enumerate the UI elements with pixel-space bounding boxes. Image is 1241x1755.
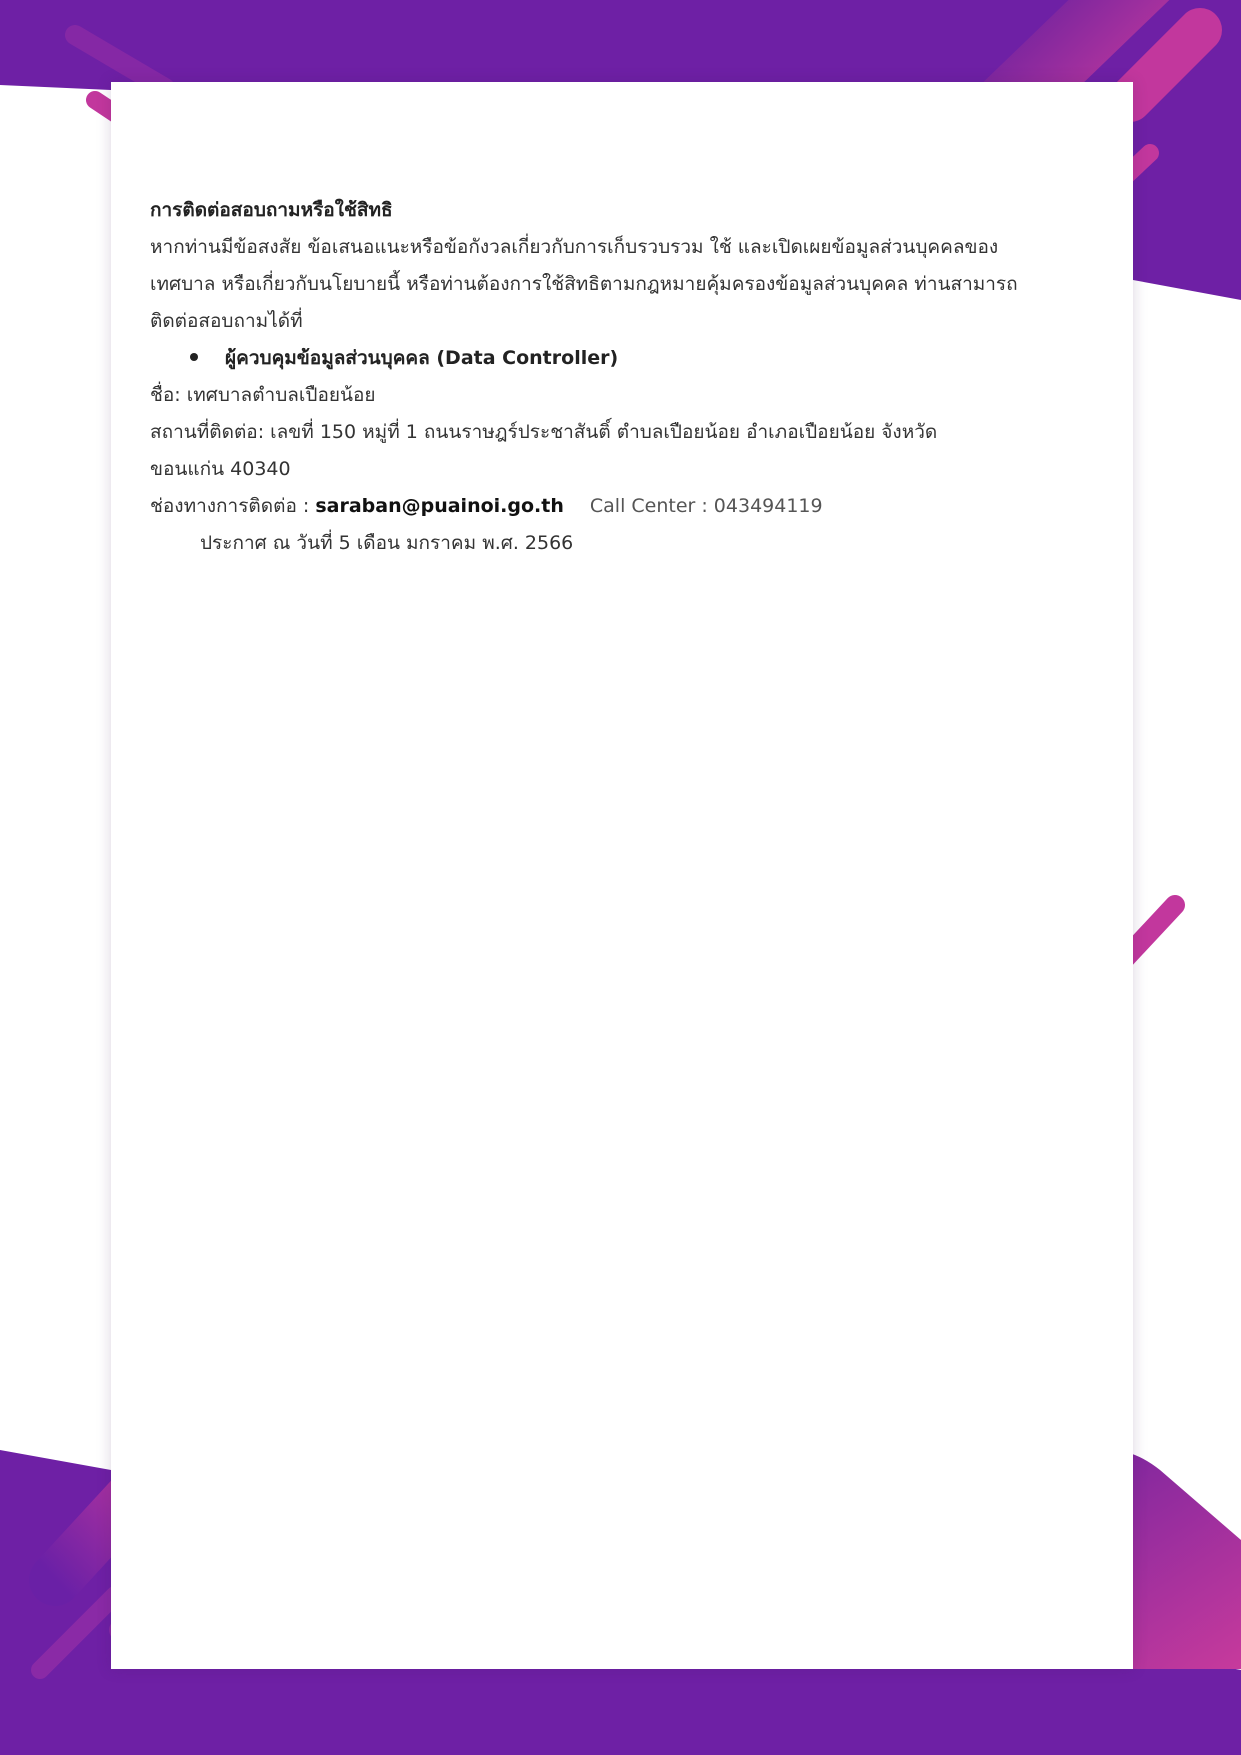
bullet-item bbox=[150, 340, 1090, 377]
document-content bbox=[150, 192, 1090, 562]
name-line: ชื่อ: เทศบาลตำบลเปือยน้อย bbox=[150, 384, 376, 406]
contact-label: ช่องทางการติดต่อ : bbox=[150, 495, 316, 517]
paragraph-line: หากท่านมีข้อสงสัย ข้อเสนอแนะหรือข้อกังวลเกี่ยวกับการเก็บรวบรวม ใช้ และเปิดเผยข้อมูลส่วนบุคคลของ bbox=[150, 236, 999, 258]
address-line: สถานที่ติดต่อ: เลขที่ 150 หมู่ที่ 1 ถนนราษฎร์ประชาสันติ์ ตำบลเปือยน้อย อำเภอเปือยน้อย จังหวัด bbox=[150, 421, 938, 443]
paragraph-line: เทศบาล หรือเกี่ยวกับนโยบายนี้ หรือท่านต้องการใช้สิทธิตามกฎหมายคุ้มครองข้อมูลส่วนบุคคล ท่านสามารถ bbox=[150, 273, 1018, 295]
bullet-icon bbox=[190, 353, 198, 361]
address-line: ขอนแก่น 40340 bbox=[150, 458, 291, 480]
section-heading: การติดต่อสอบถามหรือใช้สิทธิ bbox=[150, 199, 393, 221]
bullet-text: ผู้ควบคุมข้อมูลส่วนบุคคล (Data Controller) bbox=[225, 347, 619, 369]
call-center: Call Center : 043494119 bbox=[589, 495, 823, 517]
email-link[interactable]: saraban@puainoi.go.th bbox=[315, 495, 564, 517]
paragraph-line: ติดต่อสอบถามได้ที่ bbox=[150, 310, 303, 332]
contact-line bbox=[150, 488, 1090, 525]
announce-line: ประกาศ ณ วันที่ 5 เดือน มกราคม พ.ศ. 2566 bbox=[200, 532, 574, 554]
